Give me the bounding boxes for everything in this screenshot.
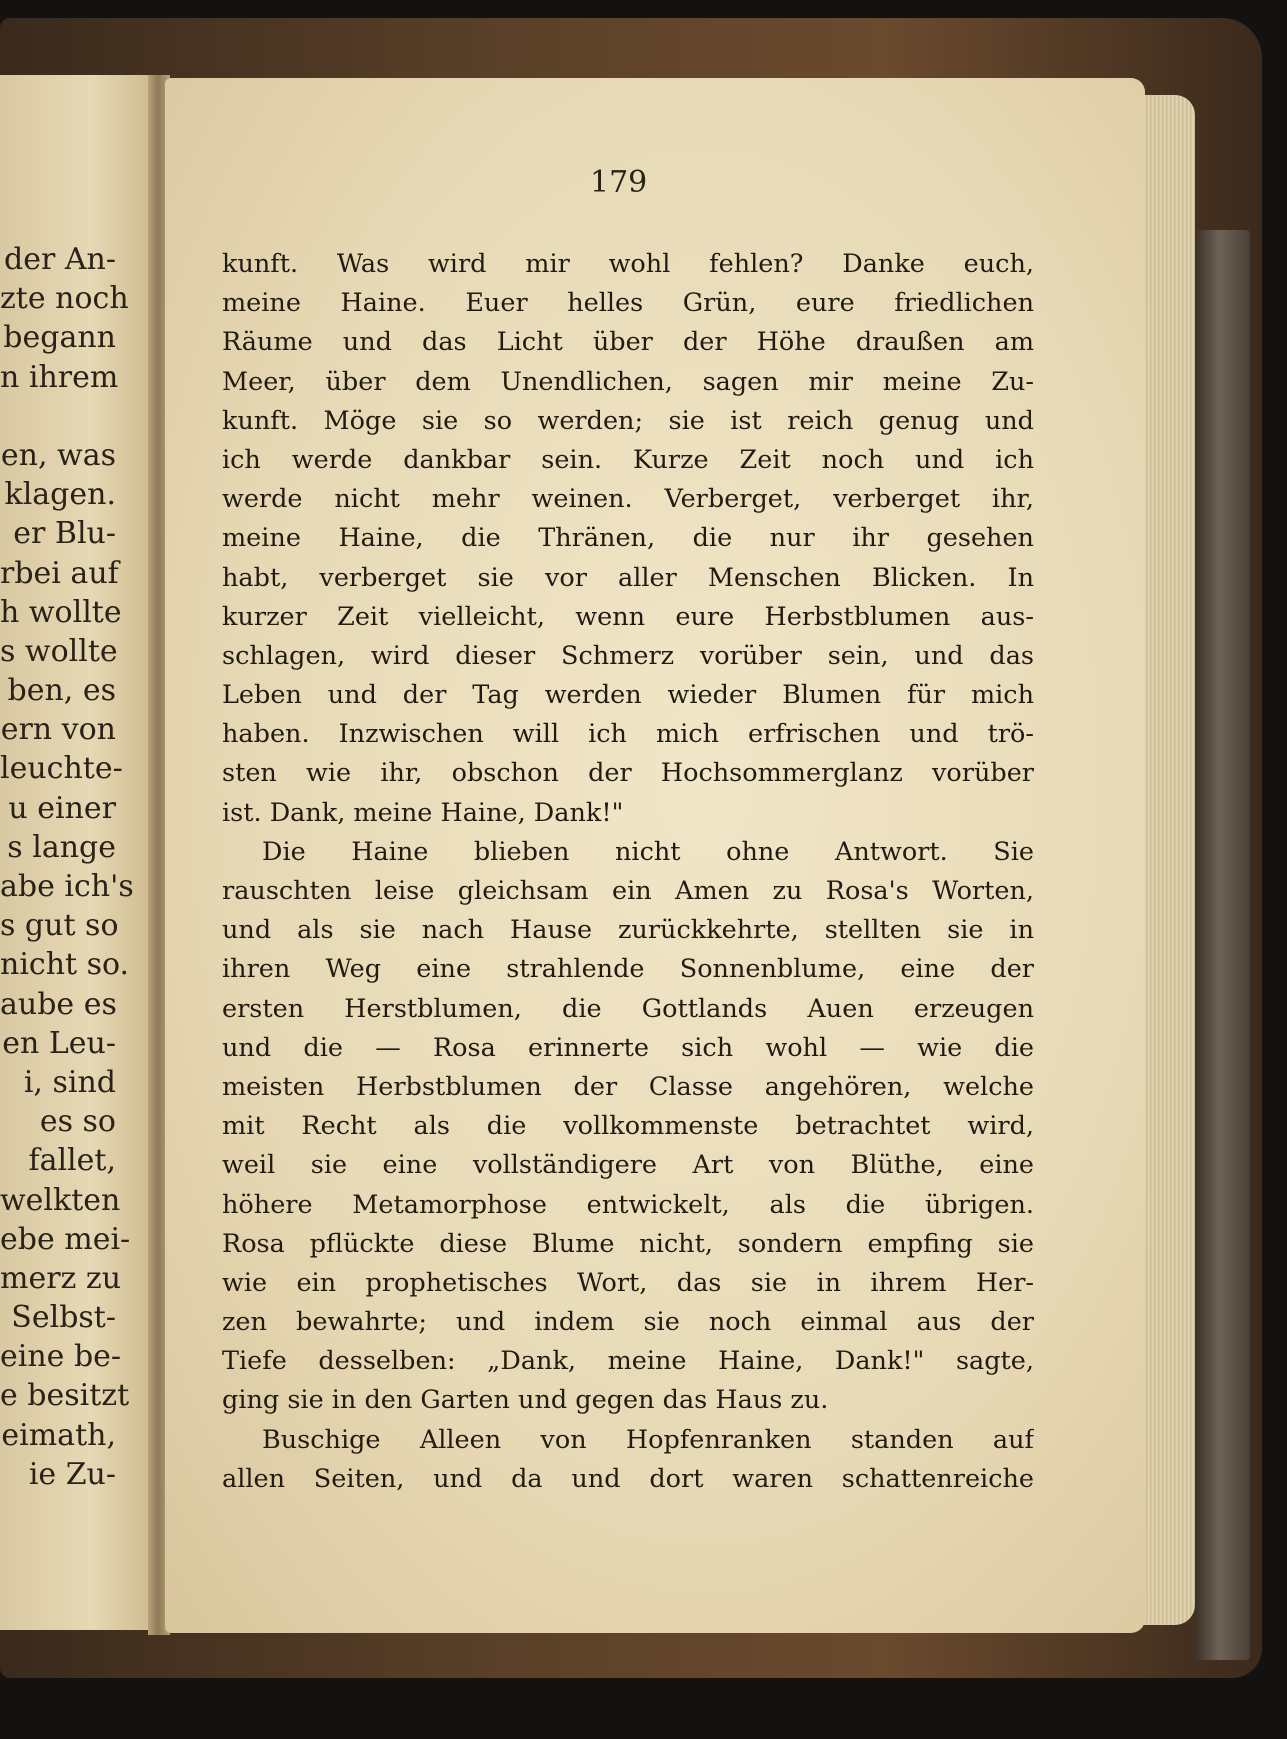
text-line: wie ein prophetisches Wort, das sie in ihrem Her- — [222, 1267, 1034, 1298]
text-line: ihren Weg eine strahlende Sonnenblume, eine der — [222, 954, 1034, 985]
left-page-line: i, sind — [23, 1064, 116, 1100]
left-page-line: nicht so. — [0, 947, 130, 983]
text-line: höhere Metamorphose entwickelt, als die übrigen. — [222, 1189, 1034, 1220]
left-page-line: ben, es — [7, 673, 116, 709]
text-line: kunft. Was wird mir wohl fehlen? Danke euch, — [222, 249, 1034, 279]
text-line: Meer, über dem Unendlichen, sagen mir meine Zu- — [222, 366, 1034, 397]
text-line: schlagen, wird dieser Schmerz vorüber sein, und das — [222, 640, 1034, 671]
text-line: zen bewahrte; und indem sie noch einmal aus der — [222, 1307, 1034, 1338]
left-page-line: zte noch — [0, 281, 129, 317]
left-page-line: eimath, — [1, 1417, 116, 1453]
left-page-line: der An- — [4, 242, 116, 277]
left-page-line: abe ich's — [0, 869, 134, 904]
text-line: und die — Rosa erinnerte sich wohl — wie die — [222, 1032, 1034, 1063]
text-line: kurzer Zeit vielleicht, wenn eure Herbstblumen aus- — [222, 601, 1034, 632]
text-line: ging sie in den Garten und gegen das Haus zu. — [222, 1385, 829, 1416]
text-line: habt, verberget sie vor aller Menschen Blicken. In — [222, 562, 1034, 593]
left-page-line: ern von — [0, 712, 116, 748]
left-page-line: rbei auf — [0, 555, 119, 591]
text-line: Räume und das Licht über der Höhe draußen am — [222, 327, 1034, 358]
left-page-line: ebe mei- — [0, 1221, 131, 1257]
text-line: weil sie eine vollständigere Art von Blüthe, eine — [222, 1150, 1034, 1181]
text-line: rauschten leise gleichsam ein Amen zu Rosa's Worten, — [222, 876, 1034, 906]
left-page-line: klagen. — [4, 477, 116, 513]
left-page-text — [0, 240, 148, 1494]
left-page-line: fallet, — [28, 1143, 116, 1179]
text-line: ich werde dankbar sein. Kurze Zeit noch und ich — [222, 444, 1034, 475]
left-page-line: s lange — [7, 829, 116, 865]
left-page-line: s wollte — [0, 633, 118, 669]
left-page-line: ie Zu- — [28, 1456, 116, 1492]
left-page-line: en, was — [0, 437, 116, 473]
left-page-line: es so — [39, 1104, 116, 1140]
text-line: werde nicht mehr weinen. Verberget, verberget ihr, — [222, 484, 1034, 515]
left-page-line: leuchte- — [0, 751, 123, 787]
left-page-line: u einer — [8, 790, 116, 826]
left-page-line: begann — [3, 320, 116, 356]
left-page-line: welkten — [0, 1182, 121, 1218]
left-page-line: Selbst- — [11, 1300, 116, 1336]
left-page-line — [0, 397, 148, 436]
left-page-line: merz zu — [0, 1260, 122, 1296]
text-line: und als sie nach Hause zurückkehrte, stellten sie in — [222, 915, 1034, 946]
left-page-line: en Leu- — [2, 1025, 116, 1061]
text-line: allen Seiten, und da und dort waren schattenreiche — [222, 1463, 1034, 1494]
left-page-line: aube es — [0, 986, 117, 1022]
text-line: haben. Inzwischen will ich mich erfrischen und trö- — [222, 719, 1034, 750]
text-line: kunft. Möge sie so werden; sie ist reich genug und — [222, 405, 1034, 436]
text-line: Leben und der Tag werden wieder Blumen für mich — [222, 680, 1034, 711]
left-page — [0, 75, 152, 1630]
text-line: Rosa pflückte diese Blume nicht, sondern empfing sie — [222, 1228, 1034, 1259]
text-line: meine Haine. Euer helles Grün, eure friedlichen — [222, 288, 1034, 319]
text-line: mit Recht als die vollkommenste betrachtet wird, — [222, 1111, 1034, 1142]
left-page-line: eine be- — [0, 1339, 122, 1375]
left-page-line: e besitzt — [0, 1378, 130, 1414]
text-line: sten wie ihr, obschon der Hochsommerglanz vorüber — [222, 758, 1034, 789]
text-line: meine Haine, die Thränen, die nur ihr gesehen — [222, 523, 1034, 554]
left-page-line: s gut so — [0, 908, 119, 944]
page-number: 179 — [590, 165, 648, 200]
text-line: ersten Herstblumen, die Gottlands Auen erzeugen — [222, 993, 1034, 1024]
text-line: Tiefe desselben: „Dank, meine Haine, Dank!" sagte, — [222, 1346, 1034, 1377]
text-line: Die Haine blieben nicht ohne Antwort. Sie — [262, 836, 1034, 867]
text-line: Buschige Alleen von Hopfenranken standen auf — [262, 1424, 1034, 1455]
left-page-line: h wollte — [0, 594, 122, 630]
text-line: ist. Dank, meine Haine, Dank!" — [222, 797, 624, 828]
left-page-line: n ihrem — [0, 359, 119, 395]
cover-edge — [1195, 230, 1250, 1660]
left-page-line: er Blu- — [13, 516, 116, 552]
text-line: meisten Herbstblumen der Classe angehören, welche — [222, 1071, 1034, 1102]
page-body-text — [222, 245, 1034, 1499]
